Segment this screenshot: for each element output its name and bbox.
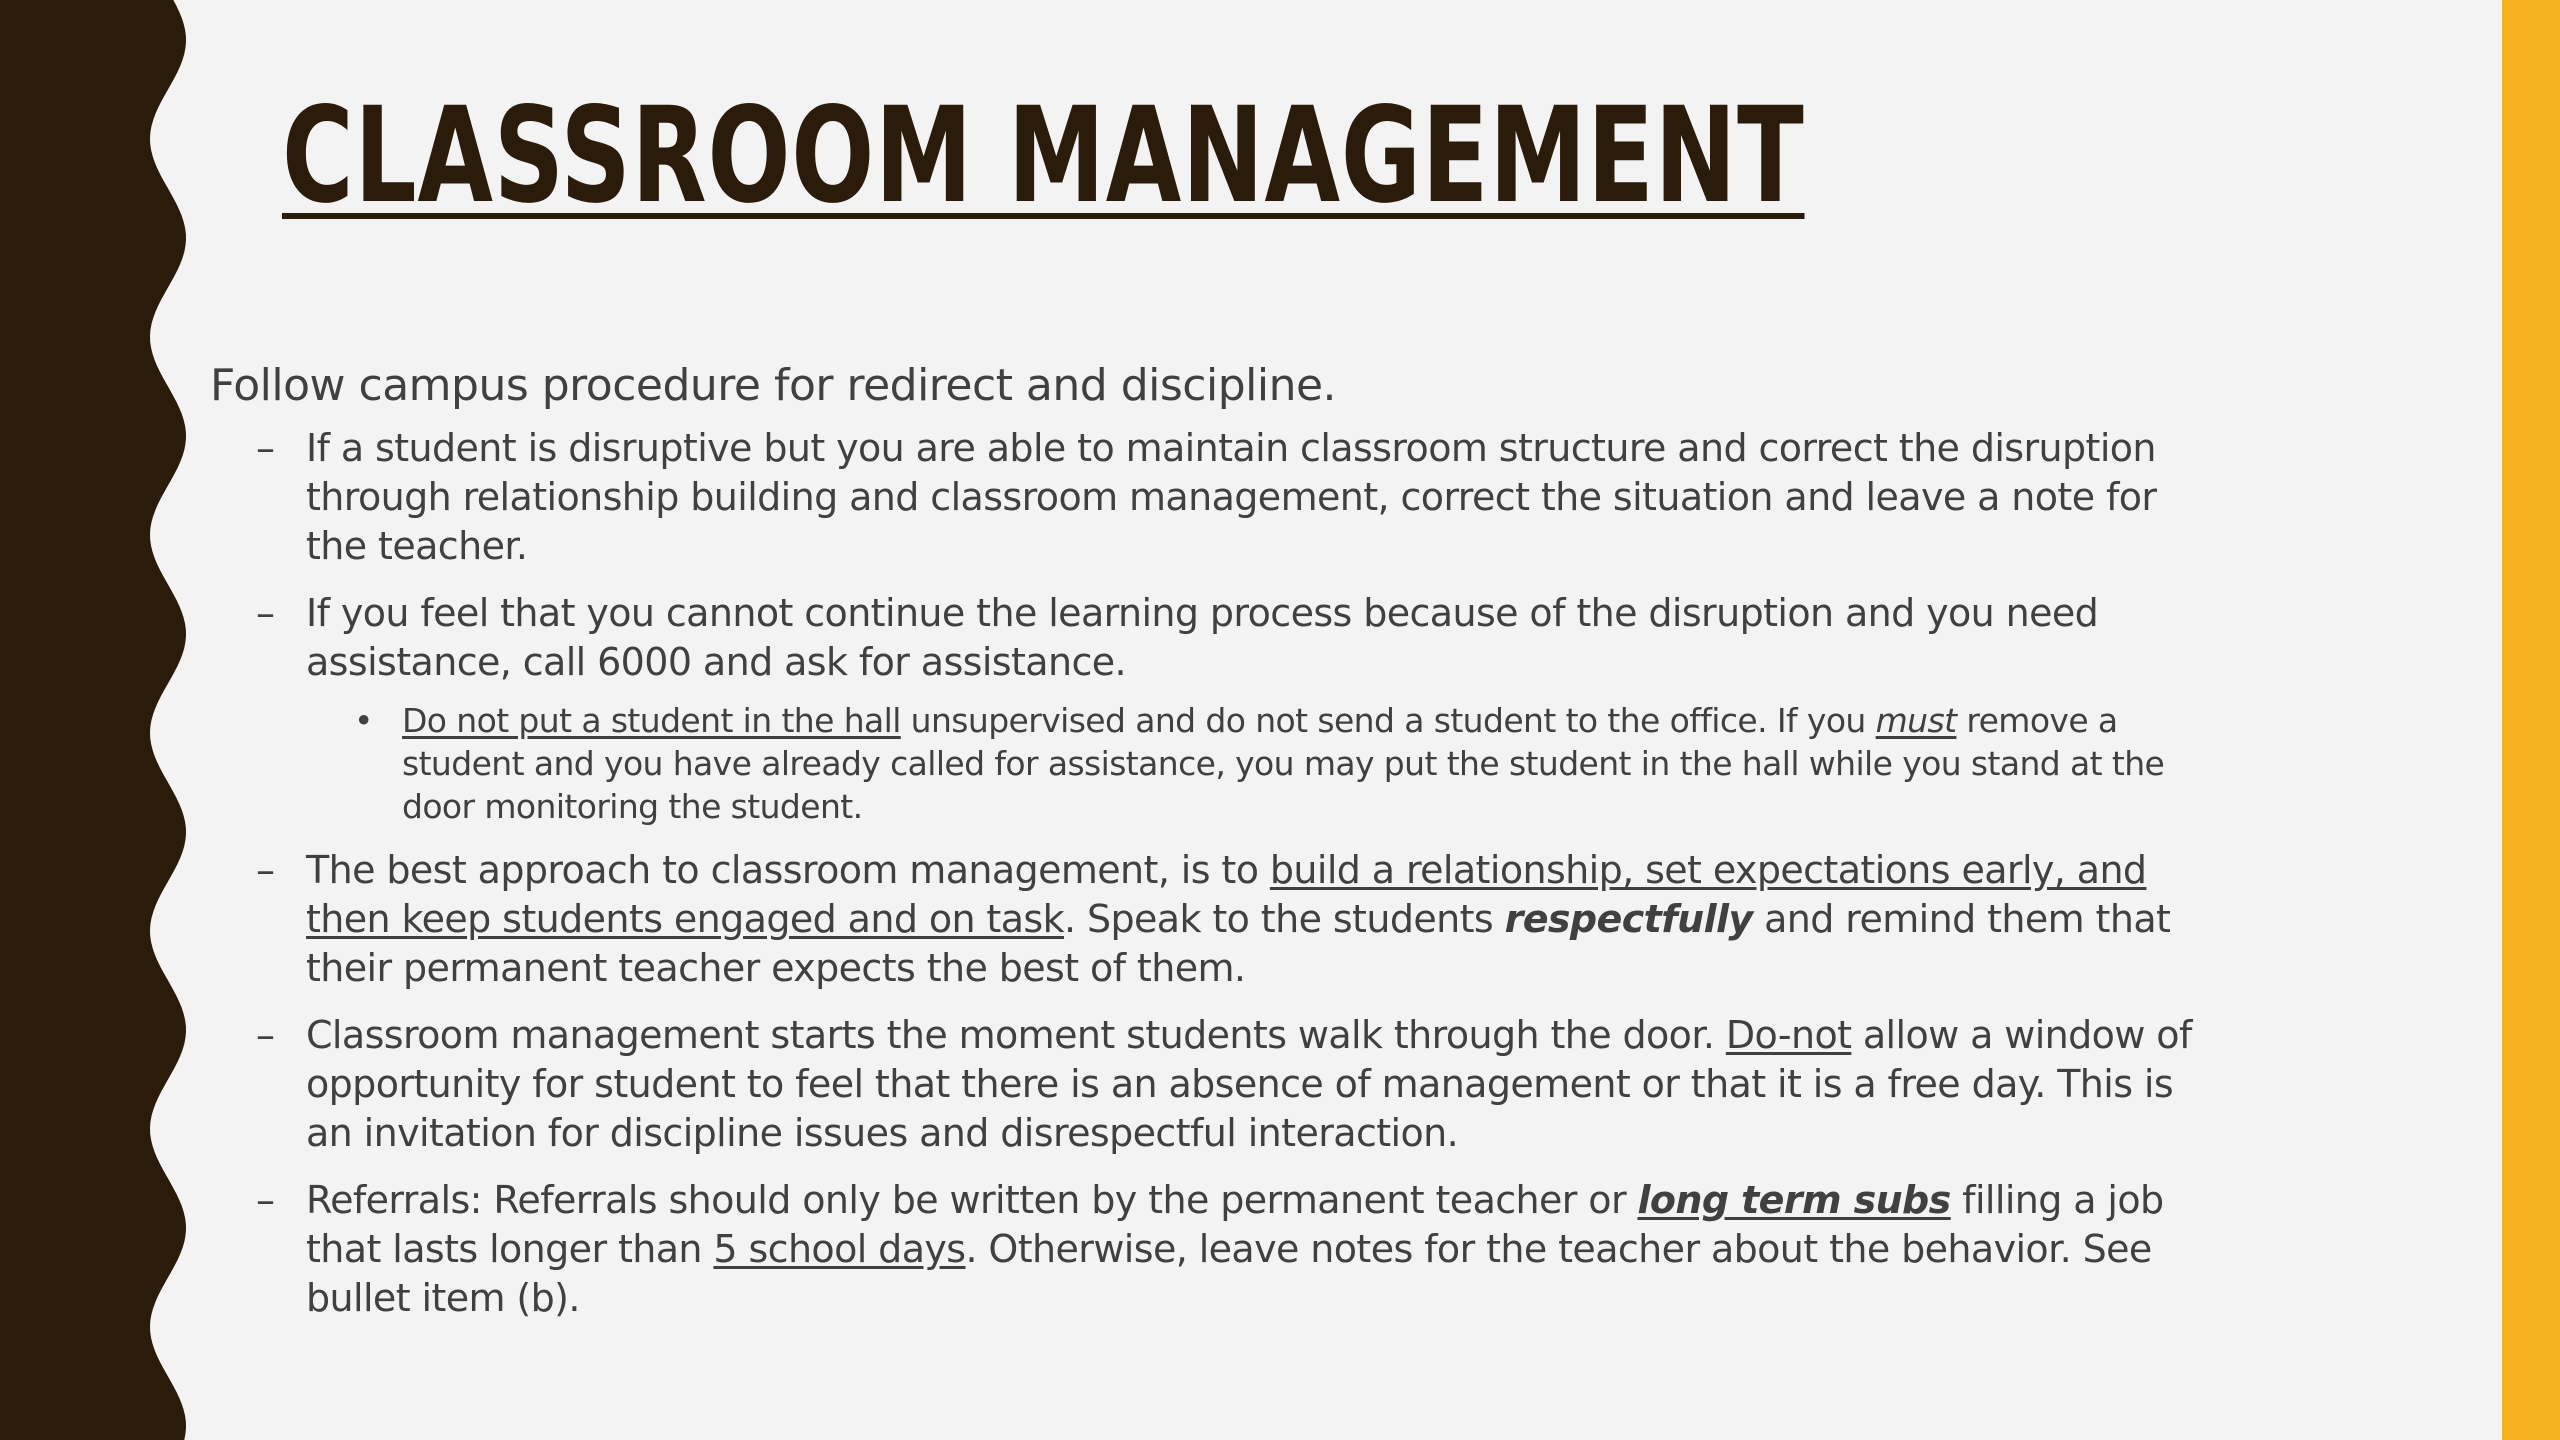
five-school-days-underlined: 5 school days	[713, 1227, 966, 1271]
respectfully-emphasis: respectfully	[1504, 897, 1753, 941]
bullet-e-text-1: Referrals: Referrals should only be written by the permanent teacher or	[306, 1178, 1638, 1222]
bullet-e-text-3: . Otherwise, leave notes for the teacher about the behavior. See bullet item (b).	[306, 1227, 2152, 1320]
wavy-left-band	[0, 0, 200, 1440]
bullet-d	[210, 1011, 2220, 1158]
accent-bar	[2502, 0, 2560, 1440]
long-term-subs-emphasis: long term subs	[1637, 1178, 1951, 1222]
bullet-d-text-1: Classroom management starts the moment students walk through the door.	[306, 1013, 1726, 1057]
dash-marker: –	[256, 591, 275, 635]
bullet-c	[210, 846, 2220, 993]
wave-shape	[0, 0, 186, 1440]
bullet-c-text-3: and remind them that their permanent teacher expects the best of them.	[306, 897, 2171, 990]
bullet-b	[210, 589, 2220, 687]
sub-bullet-text-2: remove a student and you have already called for assistance, you may put the student in the hall while you stand at the door monitoring the student.	[402, 701, 2165, 826]
sub-bullet-b1	[210, 699, 2220, 828]
bullet-a	[210, 424, 2220, 571]
dash-marker: –	[256, 1178, 275, 1222]
do-not-underlined: Do-not	[1725, 1013, 1852, 1057]
dash-marker: –	[256, 848, 275, 892]
bullet-c-text-1: The best approach to classroom management, is to	[306, 848, 1270, 892]
best-approach-underlined: build a relationship, set expectations early, and then keep students engaged and on task	[306, 848, 2147, 941]
dash-marker: –	[256, 426, 275, 470]
hall-warning-underlined: Do not put a student in the hall	[402, 701, 901, 740]
dot-marker: •	[354, 701, 373, 740]
bullet-e-text-2: filling a job that lasts longer than	[306, 1178, 2164, 1271]
slide-body	[210, 356, 2220, 1341]
bullet-e	[210, 1176, 2220, 1323]
lead-text: Follow campus procedure for redirect and discipline.	[210, 360, 1337, 411]
must-emphasis: must	[1875, 701, 1957, 740]
bullet-d-text-2: allow a window of opportunity for student to feel that there is an absence of management or that it is a free day. This is an invitation for discipline issues and disrespectful interaction.	[306, 1013, 2192, 1155]
bullet-a-text: If a student is disruptive but you are able to maintain classroom structure and correct the disruption through relationship building and classroom management, correct the situation and leave a note for the teacher.	[306, 426, 2157, 568]
sub-bullet-text-1: unsupervised and do not send a student to the office. If you	[900, 701, 1876, 740]
dash-marker: –	[256, 1013, 275, 1057]
bullet-b-text: If you feel that you cannot continue the learning process because of the disruption and you need assistance, call 6000 and ask for assistance.	[306, 591, 2099, 684]
bullet-c-text-2: . Speak to the students	[1064, 897, 1505, 941]
slide-title: CLASSROOM MANAGEMENT	[282, 79, 1805, 233]
